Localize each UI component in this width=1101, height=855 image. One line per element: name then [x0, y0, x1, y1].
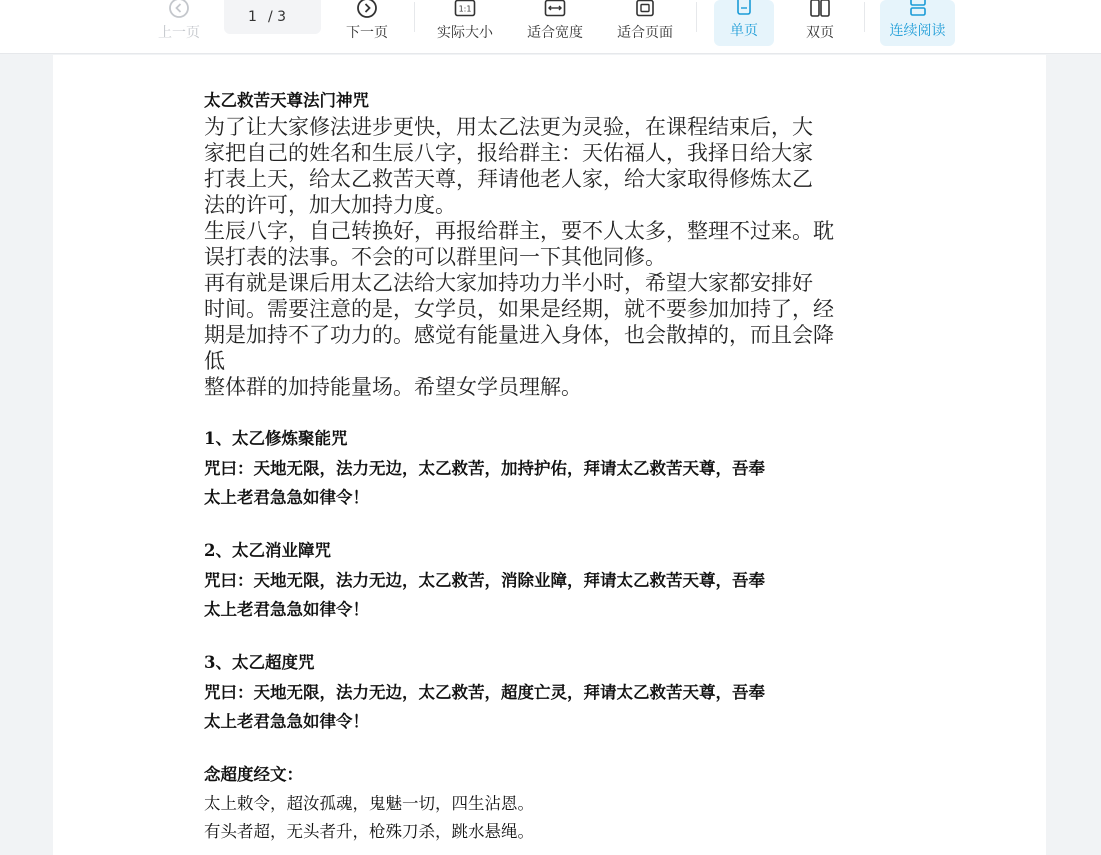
- text-line: 咒曰：天地无限，法力无边，太乙救苦，加持护佑，拜请太乙救苦天尊，吾奉: [204, 459, 765, 478]
- spacer: [204, 512, 904, 538]
- page-total: / 3: [268, 9, 287, 25]
- double-page-button[interactable]: [790, 0, 850, 48]
- next-page-button[interactable]: [338, 0, 396, 48]
- text-line: 有头者超，无头者升，枪殊刀杀，跳水悬绳。: [204, 822, 534, 841]
- text-line: 太上敕令，超汝孤魂，鬼魅一切，四生沾恩。: [204, 794, 534, 813]
- fit-page-button[interactable]: [610, 0, 680, 48]
- document-content: [204, 88, 904, 846]
- viewer-toolbar: [0, 0, 1101, 54]
- text-line: 咒曰：天地无限，法力无边，太乙救苦，消除业障，拜请太乙救苦天尊，吾奉: [204, 571, 765, 590]
- page-number-input[interactable]: 1: [248, 9, 257, 25]
- actual-size-icon: [454, 0, 476, 19]
- svg-text:1:1: 1:1: [458, 4, 472, 14]
- section-title: 1、太乙修炼聚能咒: [204, 429, 348, 448]
- toolbar-divider: [414, 2, 415, 32]
- fit-width-icon: [544, 0, 566, 19]
- fit-page-label: 适合页面: [617, 25, 673, 41]
- text-line: 时间。需要注意的是，女学员，如果是经期，就不要参加加持了，经: [204, 297, 834, 321]
- single-page-icon: [733, 0, 755, 17]
- toolbar-divider: [864, 2, 865, 32]
- intro-paragraph: [204, 114, 904, 400]
- page-indicator[interactable]: [224, 0, 321, 34]
- text-line: 整体群的加持能量场。希望女学员理解。: [204, 375, 582, 399]
- prev-page-button[interactable]: [150, 0, 208, 48]
- text-line: 太上老君急急如律令！: [204, 712, 369, 731]
- text-line: 太上老君急急如律令！: [204, 600, 369, 619]
- spacer: [204, 400, 904, 426]
- continuous-reading-icon: [907, 0, 929, 17]
- mantra-text: [204, 454, 904, 512]
- fit-page-icon: [634, 0, 656, 19]
- double-page-icon: [809, 0, 831, 19]
- text-line: 误打表的法事。不会的可以群里问一下其他同修。: [204, 245, 666, 269]
- section-title: 2、太乙消业障咒: [204, 541, 331, 560]
- mantra-text: [204, 678, 904, 736]
- sutra-title: 念超度经文：: [204, 765, 303, 784]
- toolbar-divider: [696, 2, 697, 32]
- mantra-text: [204, 566, 904, 624]
- chevron-left-circle-icon: [168, 0, 190, 19]
- text-line: 法的许可，加大加持力度。: [204, 193, 456, 217]
- next-page-label: 下一页: [346, 25, 388, 41]
- chevron-right-circle-icon: [356, 0, 378, 19]
- fit-width-label: 适合宽度: [527, 25, 583, 41]
- text-line: 低: [204, 349, 225, 373]
- fit-width-button[interactable]: [520, 0, 590, 48]
- text-line: 再有就是课后用太乙法给大家加持功力半小时，希望大家都安排好: [204, 271, 813, 295]
- actual-size-label: 实际大小: [437, 25, 493, 41]
- double-page-label: 双页: [806, 25, 834, 41]
- text-line: 家把自己的姓名和生辰八字，报给群主：天佑福人，我择日给大家: [204, 141, 813, 165]
- spacer: [204, 624, 904, 650]
- prev-page-label: 上一页: [158, 25, 200, 41]
- continuous-reading-label: 连续阅读: [889, 23, 946, 39]
- text-line: 太上老君急急如律令！: [204, 488, 369, 507]
- actual-size-button[interactable]: [430, 0, 500, 48]
- spacer: [204, 736, 904, 762]
- text-line: 为了让大家修法进步更快，用太乙法更为灵验，在课程结束后，大: [204, 115, 813, 139]
- text-line: 咒曰：天地无限，法力无边，太乙救苦，超度亡灵，拜请太乙救苦天尊，吾奉: [204, 683, 765, 702]
- single-page-label: 单页: [730, 23, 758, 39]
- text-line: 打表上天，给太乙救苦天尊，拜请他老人家，给大家取得修炼太乙: [204, 167, 813, 191]
- document-title: 太乙救苦天尊法门神咒: [204, 91, 369, 110]
- section-title: 3、太乙超度咒: [204, 653, 315, 672]
- text-line: 生辰八字，自己转换好，再报给群主，要不人太多，整理不过来。耽: [204, 219, 834, 243]
- sutra-text: [204, 790, 904, 846]
- continuous-reading-button[interactable]: [880, 0, 955, 46]
- text-line: 期是加持不了功力的。感觉有能量进入身体，也会散掉的，而且会降: [204, 323, 834, 347]
- single-page-button[interactable]: [714, 0, 774, 46]
